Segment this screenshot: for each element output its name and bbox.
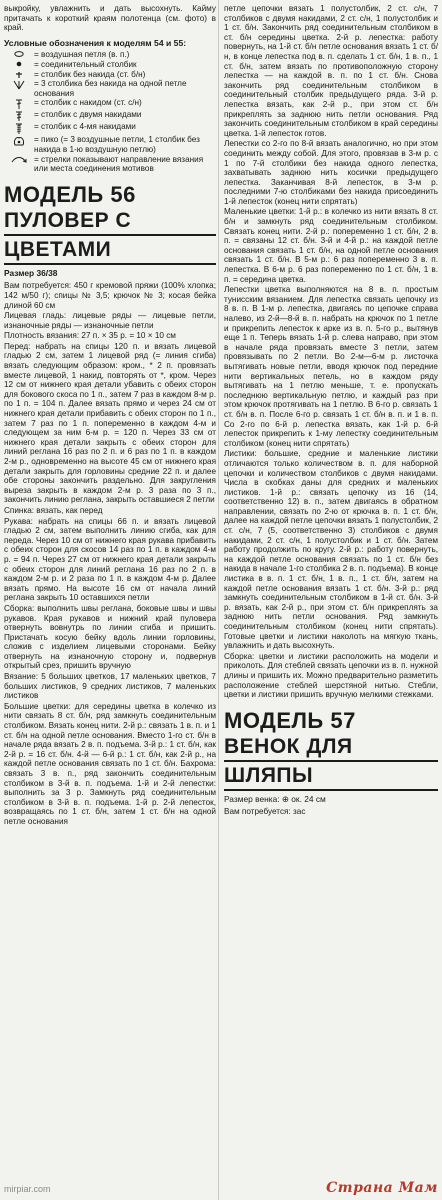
gauge-paragraph: Плотность вязания: 27 п. × 35 р. = 10 × 10 см — [4, 331, 176, 341]
legend-row — [4, 50, 216, 60]
slip-stitch-icon — [4, 60, 34, 67]
model-57-heading: МОДЕЛЬ 57 — [224, 707, 356, 733]
site-logo: Страна Мам — [326, 1180, 438, 1196]
treble-crochet-icon — [4, 110, 34, 122]
sleeves-paragraph: Рукава: набрать на спицы 66 п. и вязать лицевой гладью 2 см, затем выполнить линию сгиба, как для переда. Через 10 см от нижнего края рукава прибавить с обеих сторон для скосов 14 раз по 1 п. в каждом 4-м р. = 94 п. Через 27 см от нижнего края детали закрыть с обеих сторон для линий реглана 16 раз по 2 п. в каждом 2-м р. и 2 раза по 1 п. в каждом 4-м р. Далее вязать прямо. На высоте 16 см от начала линий реглана закрыть 10 оставшихся петли — [4, 516, 216, 603]
legend-text: = столбик с двумя накидами — [34, 110, 142, 120]
model-56-size: Размер 36/38 — [4, 267, 58, 278]
legend-text: = столбик без накида (ст. б/н) — [34, 69, 146, 79]
legend-text: = стрелки показывают направление вязания или места соединения мотивов — [34, 154, 204, 174]
assembly-paragraph: Сборка: выполнить швы реглана, боковые швы и швы рукавов. Края рукавов и нижний край пуловера отвернуть вовнутрь по линии сгиба и пришить. Пристачать косую бейку вдоль линии горловины, сложив с изделием лицевыми сторонами. Бейку отвернуть на изнаночную сторону и, подвернув открытый срез, пришить вручную — [4, 603, 216, 671]
column-divider — [218, 0, 219, 1200]
left-column — [4, 4, 216, 828]
arrow-icon — [4, 155, 34, 164]
legend-text: = 3 столбика без накида на одной петле основания — [34, 79, 187, 98]
legend-row — [4, 70, 216, 80]
legend-text: = столбик с накидом (ст. с/н) — [34, 98, 142, 108]
legend-text: = воздушная петля (в. п.) — [34, 50, 130, 60]
petal-continuation-paragraph: петле цепочки вязать 1 полустолбик, 2 ст. с/н, 7 столбиков с двумя накидами, 2 ст. с/н, 1 полустолбик и 1 ст. б/н. Закончить ряд соединительным столбиком в ст. б/н середины цветка. 2-й р. лепестка: работу повернуть, на 1-й ст. б/н петле основания вязать 1 ст. б/н, в конце лепестка под в. п. сделать 1 ст. б/н, 1 в. п., 1 ст. б/н, затем вязать по противоположную сторону лепестка — на каждой в. п. по 1 ст. б/н. Снова закончить ряд соединительным столбиком в соединительный столбик предыдущего ряда. 3-й р. лепестка вязать, как 2-й р., при этом ст. б/н прикреплять за заднюю нить петли основания. Ряд закончить соединительным столбиком в край середины цветка. 1-й лепесток готов. — [224, 4, 438, 138]
petals-join-paragraph: Лепестки со 2-го по 8-й вязать аналогично, но при этом соединить между собой. Для этого, провязав в 3-м р. с 1 по 7-й столбики без накида одного лепестка, захватывать заднюю нить косички предыдущего лепестка. Заканчивая 8-й лепесток, в 3-м р. последними 7-ю столбиками без накида присоединить 1-й лепесток (конец нити спрятать) — [224, 139, 438, 206]
legend-title: Условные обозначения к моделям 54 и 55: — [4, 37, 187, 48]
final-assembly-paragraph: Сборка: цветки и листики расположить на модели и приколоть. Для стеблей связать цепочки из в. п. нужной длины и пришить их. Можно предварительно разметить расположение стеблей шерстяной нитью. Стебли, цветки и листики пришить вручную мелкими стежками. — [224, 651, 438, 700]
back-paragraph: Спинка: вязать, как перед — [4, 505, 103, 515]
flower-petals-paragraph: Лепестки цветка выполняются на 8 в. п. простым тунисским вязанием. Для лепестка связать цепочку из 8 в. п. В 1-м р. лепестка, двигаясь по цепочке справа налево, из 2-й—8-й в. п. набрать на крючок по 1 петле и прикрепить лепесток к арке из в. п. 5-го р., вытянув еще 1 п. Теперь вязать 1-й р. слева направо, при этом в начале ряда провязать вместе 3 петли, затем провязывать по 2 петли. Во 2-м—6-м р. листочка вытягивать новые петли, вводя крючок под передние нити вертикальных петель, но в каждом ряду вытягивать на 1 петлю меньше, т. е. пропускать последнюю вертикальную петлю, и каждый раз при этом крючок протягивать на 1 петлю. В 6-го р. связать 1 ст. б/н в. п. После 6-го р. связать 1 ст. б/н в. п. и 1 в. п. Со 2-го по 6-й р. лепестка вязать, как 1-й р. 6-й лепесток прикрепить к 1-му лепестку соединительным столбиком (конец нити спрятать) — [224, 285, 438, 448]
watermark: mirpiar.com — [4, 1184, 51, 1194]
picot-icon — [4, 135, 34, 146]
right-column — [224, 4, 438, 818]
model-57-size: Размер венка: ⊕ ок. 24 см — [224, 793, 326, 804]
model-57-materials: Вам потребуется: зас — [224, 807, 306, 817]
model-57-title-line-1: ВЕНОК ДЛЯ — [224, 736, 438, 762]
quadruple-treble-icon — [4, 122, 34, 135]
legend-row — [4, 60, 216, 70]
legend-row — [4, 110, 216, 122]
legend-row — [4, 79, 216, 98]
legend-row — [4, 155, 216, 174]
legend-row — [4, 98, 216, 110]
model-56-heading: МОДЕЛЬ 56 — [4, 181, 136, 207]
small-flowers-paragraph: Маленькие цветки: 1-й р.: в колечко из нити вязать 8 ст. б/н и замкнуть ряд соединительным столбиком. Связать конец нити. 2-й р.: попеременно 1 ст. б/н, 2 в. п. = связаны 12 ст. б/н. 3-й и 4-й р.: на каждой петле основания связать 1 ст. б/н, на одной петле основания связать 1 ст. б/н. В 5-м р.: 6 раз попеременно 3 в. п. лепестка. В 6-м р. 6 раз попеременно по 1 ст. б/н, 1 в. п. = середина цветка. — [224, 207, 438, 284]
front-paragraph: Перед: набрать на спицы 120 п. и вязать лицевой гладью 2 см, затем 1 лицевой ряд (= линия сгиба) вязать следующим образом: кром., * 2 п. провязать вместе лицевой, 1 накид, повторять от *, кром. Через 12 см от нижнего края детали убавить с обеих сторон для бокового скоса по 1 п., затем 7 раз в каждом 8-м р. по 1 п. = 104 п. Далее вязать прямо и через 24 см от нижнего края детали прибавить с обеих сторон по 1 п., затем 7 раз по 1 п. попеременно в каждом 4-м и следующем за ним 6-м р. = 120 п. Через 33 см от нижнего края детали закрыть с обеих сторон для линий реглана 16 раз по 2 п. и 6 раз по 1 п. в каждом 2-м р., одновременно на высоте 45 см от нижнего края детали закрыть для горловины средние 22 п. и далее обе стороны закончить раздельно. Для закругления выреза закрыть в каждом 2-м р. 3 раза по 3 п., закончить линию реглана, закрыть оставшиеся 2 петли — [4, 341, 216, 505]
intro-text: выкройку, увлажнить и дать высохнуть. Кайму притачать к короткий краям полотенца (см. фото) в край. — [4, 4, 216, 33]
legend — [4, 39, 216, 174]
materials-paragraph: Вам потребуется: 450 г кремовой пряжи (100% хлопка; 142 м/50 г); спицы № 3,5; крючок № 3; косая бейка длиной 60 см — [4, 281, 216, 310]
single-crochet-icon — [4, 70, 34, 79]
model-56-title-line-2: ЦВЕТАМИ — [4, 239, 216, 265]
legend-text: = столбик с 4-мя накидами — [34, 122, 136, 132]
single-crochet-cluster-icon — [4, 79, 34, 90]
model-57-title-line-2: ШЛЯПЫ — [224, 765, 438, 791]
chain-icon — [4, 50, 34, 57]
stockinette-paragraph: Лицевая гладь: лицевые ряды — лицевые петли, изнаночные ряды — изнаночные петли — [4, 311, 216, 330]
leaves-paragraph: Листики: большие, средние и маленькие листики отличаются только количеством в. п. для наборной цепочки и количеством столбиков с двумя накидами. Числа в скобках даны для средних и маленьких листиков. 1-й р.: связать цепочку из 16 (14, соответственно 12) в. п., затем двигаясь в обратном направлении, связать по 2-ю от крючка в. п. 1 ст. б/н, далее на каждой петле цепочки вязать 1 полустолбик, 2 ст. с/н, 7 (5, соответственно 3) столбиков с двумя накидами, 2 ст. с/н, 1 полустолбик и 1 ст. б/н. Затем работу продолжить по кругу. 2-й р.: работу повернуть, на каждой петле основания связать по 1 ст. б/н без накида в начале 1-го столбика 2 в. п. подъема). В конце листика в в. п. 1 ст. б/н, 1 в. п., 1 ст. б/н, затем на каждой петле основания вязать 1 ст. б/н. 3-й р.: ряд замкнуть соединительным столбиком в 1-й ст. б/н. 3-й р. вязать, как 2-й р., при этом ст. б/н прикреплять за заднюю нить петли основания. Ряд замкнуть соединительным столбиком (конец нити спрятать). Готовые цветки и листики наколоть на мягкую ткань, увлажнить и дать высохнуть. — [224, 449, 438, 651]
crochet-paragraph: Вязание: 5 больших цветков, 17 маленьких цветков, 7 больших листиков, 9 средних листиков, 7 маленьких листиков — [4, 672, 216, 701]
legend-row — [4, 122, 216, 135]
legend-row — [4, 135, 216, 154]
legend-text: = пико (= 3 воздушные петли, 1 столбик без накида в 1-ю воздушную петлю) — [34, 135, 200, 154]
model-56-title-line-1: ПУЛОВЕР С — [4, 210, 216, 236]
large-flowers-paragraph: Большие цветки: для середины цветка в колечко из нити связать 8 ст. б/н, ряд замкнуть соединительным столбиком. Вязать конец нити. 2-й р.: связать 1 в. п. и 1 ст. б/н на одной петле основания. Вместо 1-го ст. б/н в начале ряда вязать 2 в. п. подъема. 3-й р.: 1 ст. б/н, как 2-й р. = 16 ст. б/н. 4-й — 6-й р.: 1 ст. б/н, как 2-й р., на каждой петле основания связать по 1 ст. б/н. Бахрома: связать 3 в. п., ряд закончить соединительным столбиком в 3-й в. п. подъема. 1-й и 2-й лепестки: выполнить за 3 р. Замкнуть ряд соединительным столбиком в 3-й в. п. подъема. 1-й р. 2-й лепесток, возвращаясь по 1 ст. б/н, затем 1 ст. б/н на одной петле основания — [4, 701, 216, 826]
legend-text: = соединительный столбик — [34, 59, 137, 69]
double-crochet-icon — [4, 98, 34, 110]
